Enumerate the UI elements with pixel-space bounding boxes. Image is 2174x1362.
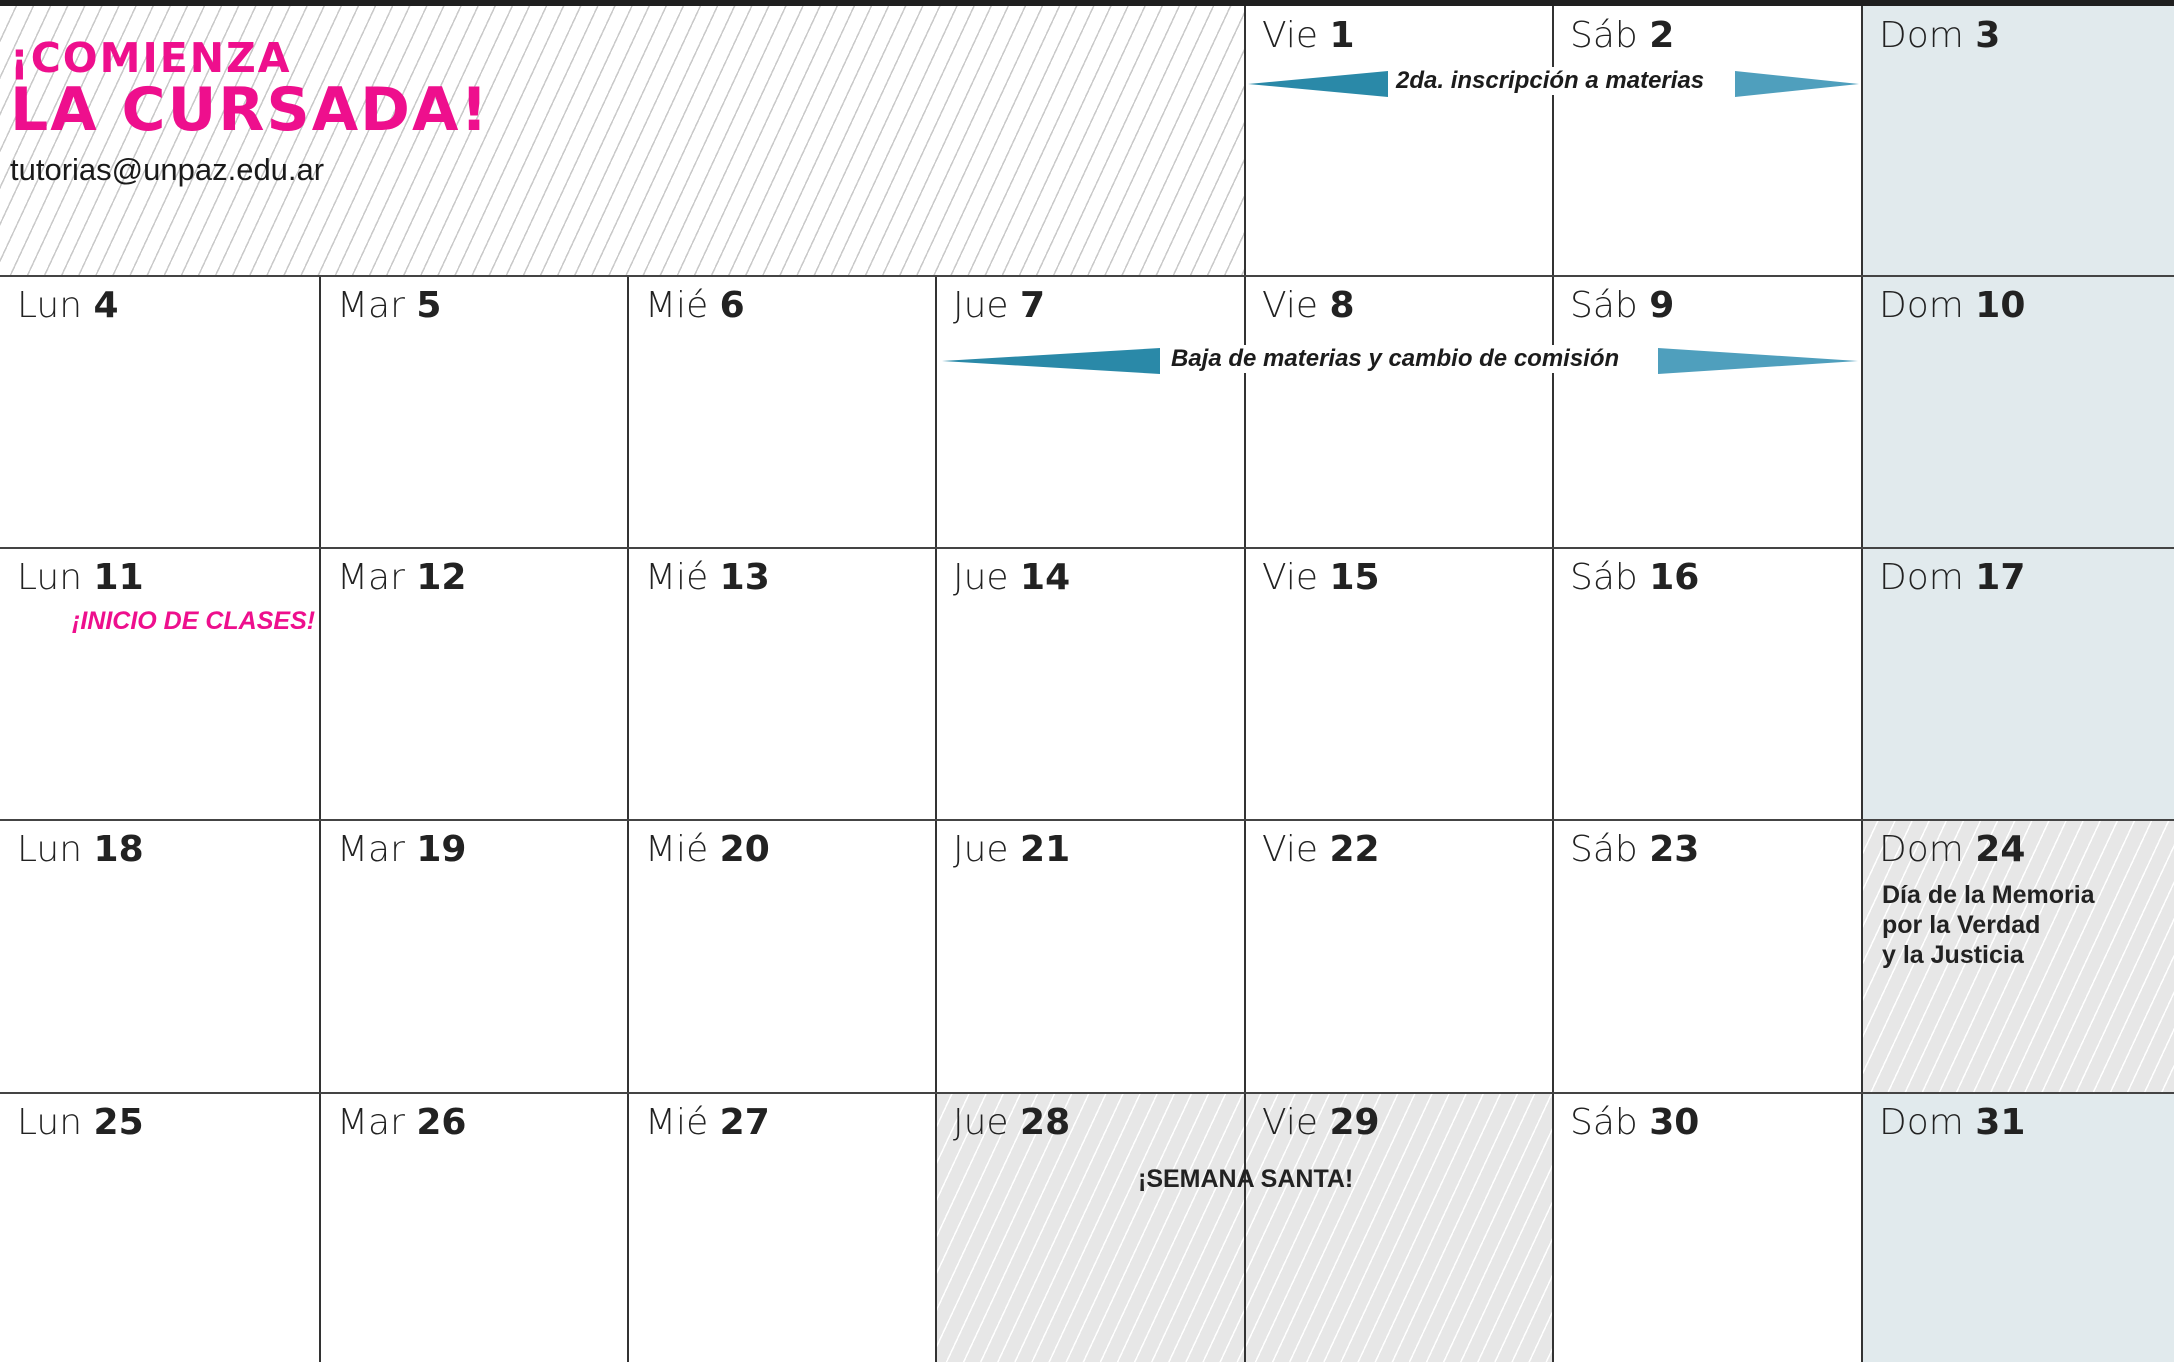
day-cell-17[interactable] <box>1862 548 2174 820</box>
day-name: Mié <box>645 285 709 326</box>
day-name: Vie <box>1262 285 1318 326</box>
day-label <box>1879 557 2026 598</box>
day-number: 9 <box>1649 285 1675 326</box>
day-label <box>1879 15 2001 56</box>
header-title-line1: ¡COMIENZA <box>10 34 292 82</box>
grid-line-horizontal <box>0 1092 2174 1094</box>
day-number: 3 <box>1975 15 2001 56</box>
day-cell-23[interactable] <box>1553 820 1862 1093</box>
event-memoria-line1: Día de la Memoria <box>1882 881 2095 909</box>
day-number: 26 <box>416 1102 467 1143</box>
event-memoria-line3: y la Justicia <box>1882 941 2024 969</box>
day-number: 25 <box>93 1102 144 1143</box>
day-label <box>1570 557 1700 598</box>
day-label <box>645 829 770 870</box>
day-cell-25[interactable] <box>0 1093 320 1362</box>
day-cell-3[interactable] <box>1862 6 2174 276</box>
grid-line-horizontal <box>0 275 2174 277</box>
day-cell-7[interactable] <box>936 276 1245 548</box>
day-label <box>337 1102 467 1143</box>
day-name: Vie <box>1262 829 1318 870</box>
day-name: Mar <box>337 1102 405 1143</box>
day-name: Jue <box>953 829 1009 870</box>
day-label <box>1262 285 1355 326</box>
day-number: 22 <box>1329 829 1380 870</box>
day-cell-22[interactable] <box>1245 820 1553 1093</box>
event-inscripcion-arrow-left <box>1248 71 1388 97</box>
day-name: Vie <box>1262 1102 1318 1143</box>
day-number: 16 <box>1649 557 1700 598</box>
day-cell-21[interactable] <box>936 820 1245 1093</box>
day-number: 29 <box>1329 1102 1380 1143</box>
day-cell-12[interactable] <box>320 548 628 820</box>
day-label <box>1879 285 2026 326</box>
day-label <box>1570 1102 1700 1143</box>
day-cell-27[interactable] <box>628 1093 936 1362</box>
day-label <box>337 557 467 598</box>
day-number: 19 <box>416 829 467 870</box>
grid-line-vertical <box>1244 6 1246 1362</box>
day-number: 15 <box>1329 557 1380 598</box>
day-number: 31 <box>1975 1102 2026 1143</box>
event-memoria-line2: por la Verdad <box>1882 911 2041 939</box>
day-label <box>17 557 144 598</box>
day-cell-18[interactable] <box>0 820 320 1093</box>
day-number: 11 <box>93 557 144 598</box>
contact-email[interactable]: tutorias@unpaz.edu.ar <box>10 152 325 187</box>
day-label <box>17 829 144 870</box>
event-semana-santa: ¡SEMANA SANTA! <box>1138 1165 1354 1193</box>
day-name: Lun <box>17 1102 83 1143</box>
day-label <box>17 1102 144 1143</box>
day-cell-15[interactable] <box>1245 548 1553 820</box>
day-label <box>953 829 1071 870</box>
day-name: Vie <box>1262 557 1318 598</box>
event-inicio-clases: ¡INICIO DE CLASES! <box>72 607 316 635</box>
day-number: 28 <box>1020 1102 1071 1143</box>
day-name: Sáb <box>1570 15 1638 56</box>
day-cell-26[interactable] <box>320 1093 628 1362</box>
grid-line-horizontal <box>0 547 2174 549</box>
grid-line-vertical <box>1861 6 1863 1362</box>
day-cell-4[interactable] <box>0 276 320 548</box>
day-label <box>1570 15 1675 56</box>
day-number: 7 <box>1020 285 1046 326</box>
day-number: 13 <box>719 557 770 598</box>
day-cell-1[interactable] <box>1245 6 1553 276</box>
day-cell-6[interactable] <box>628 276 936 548</box>
day-label <box>1570 829 1700 870</box>
day-cell-2[interactable] <box>1553 6 1862 276</box>
day-number: 14 <box>1020 557 1071 598</box>
day-name: Sáb <box>1570 557 1638 598</box>
day-cell-10[interactable] <box>1862 276 2174 548</box>
day-number: 10 <box>1975 285 2026 326</box>
day-cell-9[interactable] <box>1553 276 1862 548</box>
day-name: Jue <box>953 285 1009 326</box>
day-label <box>1879 1102 2026 1143</box>
day-number: 27 <box>719 1102 770 1143</box>
day-label <box>17 285 119 326</box>
day-label <box>337 285 442 326</box>
day-label <box>1262 557 1380 598</box>
day-number: 2 <box>1649 15 1675 56</box>
day-number: 24 <box>1975 829 2026 870</box>
day-number: 6 <box>719 285 745 326</box>
event-baja-arrow-right <box>1658 348 1858 374</box>
day-number: 12 <box>416 557 467 598</box>
day-name: Lun <box>17 829 83 870</box>
day-cell-28[interactable] <box>936 1093 1245 1362</box>
day-cell-30[interactable] <box>1553 1093 1862 1362</box>
day-label <box>953 1102 1071 1143</box>
event-baja-arrow-left <box>942 348 1160 374</box>
day-label <box>1879 829 2026 870</box>
day-cell-14[interactable] <box>936 548 1245 820</box>
day-name: Sáb <box>1570 285 1638 326</box>
day-name: Lun <box>17 557 83 598</box>
calendar-header <box>0 6 1245 276</box>
day-name: Sáb <box>1570 829 1638 870</box>
day-name: Mié <box>645 1102 709 1143</box>
header-title-line2: LA CURSADA! <box>10 75 490 145</box>
day-label <box>337 829 467 870</box>
day-number: 30 <box>1649 1102 1700 1143</box>
day-cell-19[interactable] <box>320 820 628 1093</box>
day-label <box>645 285 745 326</box>
day-number: 20 <box>719 829 770 870</box>
day-label <box>1262 829 1380 870</box>
day-cell-5[interactable] <box>320 276 628 548</box>
day-number: 23 <box>1649 829 1700 870</box>
day-cell-29[interactable] <box>1245 1093 1553 1362</box>
day-name: Dom <box>1879 15 1964 56</box>
day-name: Jue <box>953 1102 1009 1143</box>
day-label <box>645 1102 770 1143</box>
grid-line-vertical <box>1552 6 1554 1362</box>
day-name: Dom <box>1879 1102 1964 1143</box>
event-baja-label: Baja de materias y cambio de comisión <box>1163 345 1627 373</box>
event-memoria <box>1882 880 2095 970</box>
day-name: Mié <box>645 829 709 870</box>
day-name: Dom <box>1879 829 1964 870</box>
day-name: Lun <box>17 285 83 326</box>
day-label <box>1570 285 1675 326</box>
day-cell-16[interactable] <box>1553 548 1862 820</box>
day-label <box>1262 1102 1380 1143</box>
day-name: Mar <box>337 557 405 598</box>
day-name: Jue <box>953 557 1009 598</box>
event-inscripcion-arrow-right <box>1735 71 1859 97</box>
day-cell-13[interactable] <box>628 548 936 820</box>
day-number: 8 <box>1329 285 1355 326</box>
day-name: Dom <box>1879 285 1964 326</box>
day-label <box>1262 15 1355 56</box>
day-cell-31[interactable] <box>1862 1093 2174 1362</box>
day-name: Sáb <box>1570 1102 1638 1143</box>
day-name: Mié <box>645 557 709 598</box>
day-label <box>645 557 770 598</box>
day-number: 18 <box>93 829 144 870</box>
day-cell-20[interactable] <box>628 820 936 1093</box>
day-label <box>953 557 1071 598</box>
day-cell-8[interactable] <box>1245 276 1553 548</box>
day-number: 21 <box>1020 829 1071 870</box>
day-number: 5 <box>416 285 442 326</box>
grid-line-horizontal <box>0 819 2174 821</box>
day-label <box>953 285 1046 326</box>
day-number: 4 <box>93 285 119 326</box>
day-name: Vie <box>1262 15 1318 56</box>
day-name: Dom <box>1879 557 1964 598</box>
day-name: Mar <box>337 829 405 870</box>
day-cell-11[interactable] <box>0 548 320 820</box>
day-number: 17 <box>1975 557 2026 598</box>
day-number: 1 <box>1329 15 1355 56</box>
day-name: Mar <box>337 285 405 326</box>
event-inscripcion-label: 2da. inscripción a materias <box>1388 67 1712 95</box>
